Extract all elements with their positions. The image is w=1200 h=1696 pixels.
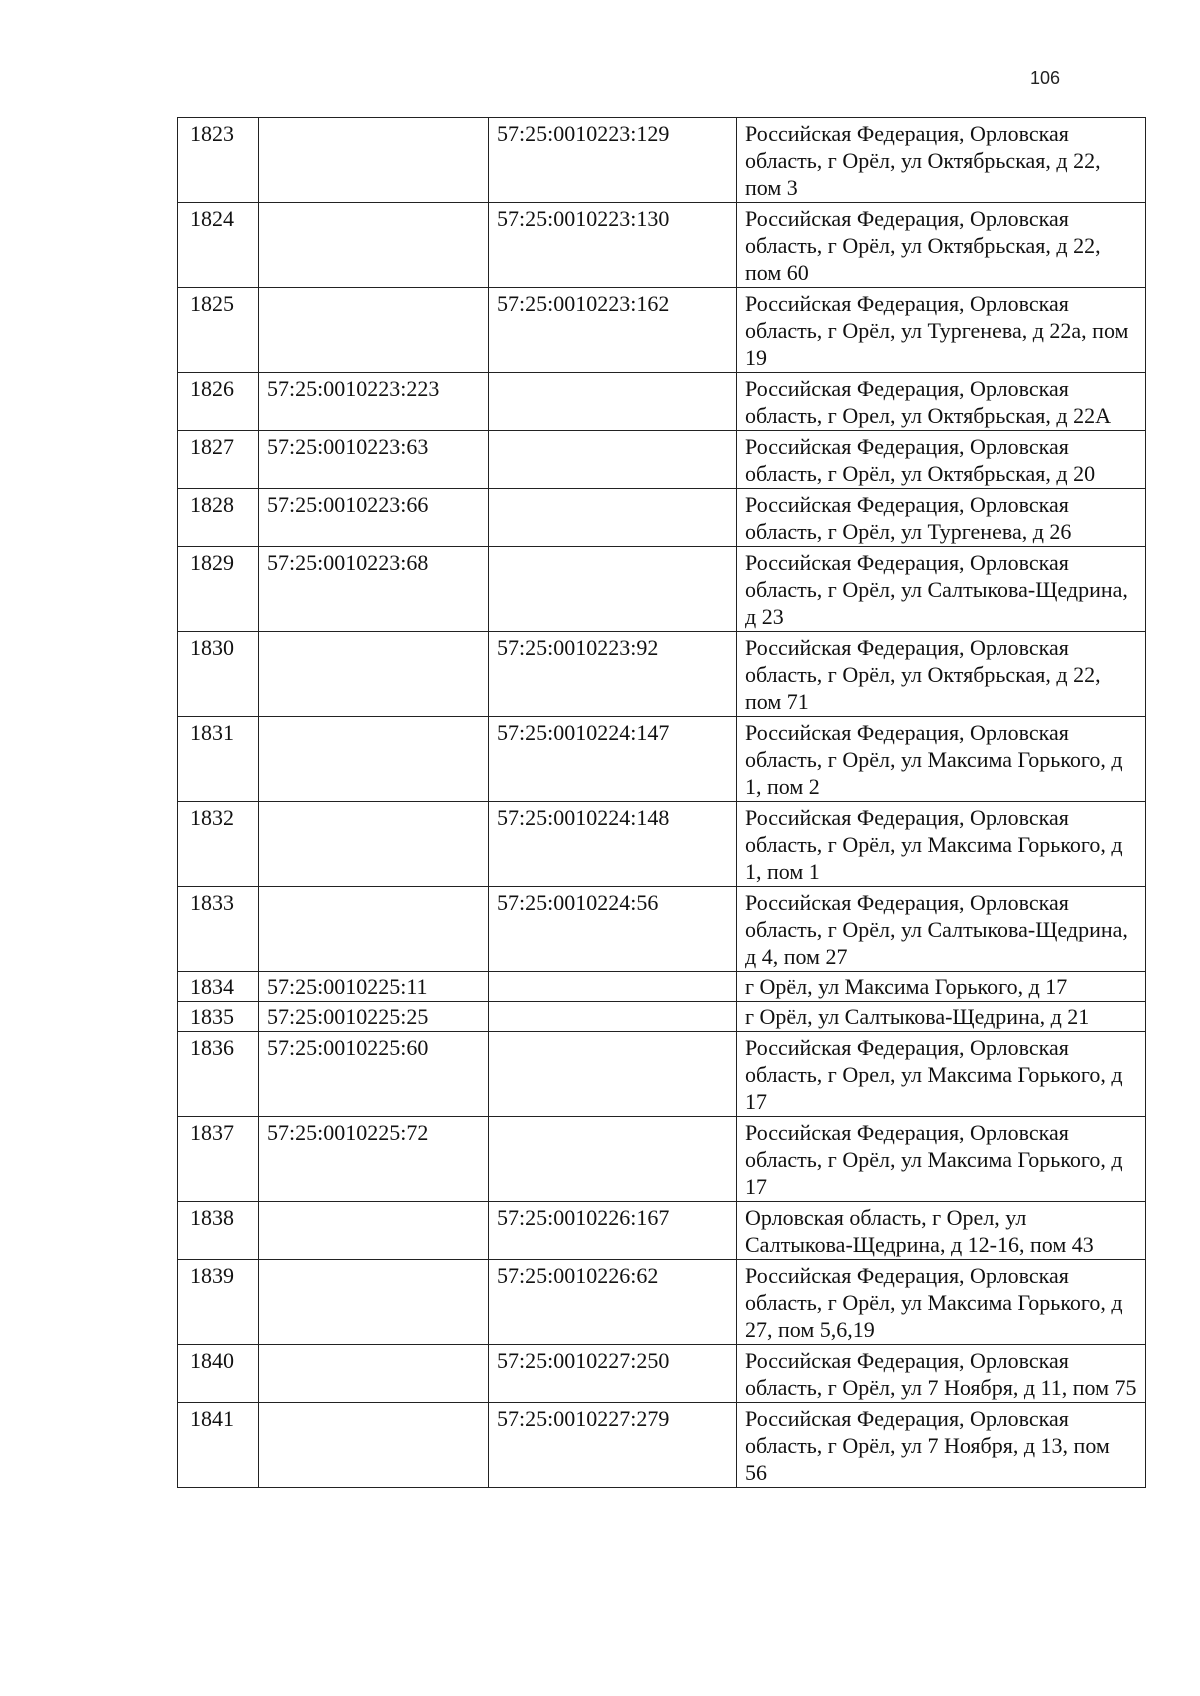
address-cell: Российская Федерация, Орловская область, г Орёл, ул 7 Ноября, д 11, пом 75	[737, 1345, 1146, 1403]
row-number-cell: 1834	[178, 972, 259, 1002]
building-cadastral-cell	[259, 203, 489, 288]
building-cadastral-cell	[259, 1403, 489, 1488]
row-number-cell: 1832	[178, 802, 259, 887]
table-row	[178, 1002, 1146, 1032]
page-number: 106	[1029, 68, 1060, 88]
property-registry-table	[177, 117, 1146, 1488]
row-number-cell: 1826	[178, 373, 259, 431]
room-cadastral-cell	[489, 972, 737, 1002]
address-cell: Российская Федерация, Орловская область, г Орел, ул Максима Горького, д 17	[737, 1032, 1146, 1117]
room-cadastral-cell: 57:25:0010223:162	[489, 288, 737, 373]
address-cell: Российская Федерация, Орловская область, г Орёл, ул Салтыкова-Щедрина, д 4, пом 27	[737, 887, 1146, 972]
address-cell: г Орёл, ул Максима Горького, д 17	[737, 972, 1146, 1002]
row-number-cell: 1836	[178, 1032, 259, 1117]
table-row	[178, 1202, 1146, 1260]
address-cell: Российская Федерация, Орловская область, г Орёл, ул 7 Ноября, д 13, пом 56	[737, 1403, 1146, 1488]
table-row	[178, 1345, 1146, 1403]
room-cadastral-cell	[489, 489, 737, 547]
building-cadastral-cell	[259, 1202, 489, 1260]
row-number-cell: 1835	[178, 1002, 259, 1032]
table-row	[178, 1032, 1146, 1117]
building-cadastral-cell	[259, 717, 489, 802]
building-cadastral-cell	[259, 1345, 489, 1403]
address-cell: Российская Федерация, Орловская область, г Орёл, ул Октябрьская, д 22, пом 3	[737, 118, 1146, 203]
building-cadastral-cell	[259, 118, 489, 203]
building-cadastral-cell	[259, 632, 489, 717]
room-cadastral-cell: 57:25:0010226:62	[489, 1260, 737, 1345]
room-cadastral-cell: 57:25:0010227:279	[489, 1403, 737, 1488]
address-cell: Российская Федерация, Орловская область, г Орёл, ул Октябрьская, д 22, пом 71	[737, 632, 1146, 717]
building-cadastral-cell: 57:25:0010223:63	[259, 431, 489, 489]
row-number-cell: 1828	[178, 489, 259, 547]
row-number-cell: 1824	[178, 203, 259, 288]
row-number-cell: 1831	[178, 717, 259, 802]
row-number-cell: 1830	[178, 632, 259, 717]
room-cadastral-cell	[489, 431, 737, 489]
table-row	[178, 203, 1146, 288]
address-cell: Российская Федерация, Орловская область, г Орёл, ул Максима Горького, д 27, пом 5,6,19	[737, 1260, 1146, 1345]
address-cell: Российская Федерация, Орловская область, г Орёл, ул Салтыкова-Щедрина, д 23	[737, 547, 1146, 632]
room-cadastral-cell: 57:25:0010224:148	[489, 802, 737, 887]
room-cadastral-cell: 57:25:0010224:147	[489, 717, 737, 802]
room-cadastral-cell: 57:25:0010226:167	[489, 1202, 737, 1260]
address-cell: Российская Федерация, Орловская область, г Орёл, ул Максима Горького, д 1, пом 2	[737, 717, 1146, 802]
address-cell: Российская Федерация, Орловская область, г Орёл, ул Тургенева, д 26	[737, 489, 1146, 547]
table-row	[178, 288, 1146, 373]
room-cadastral-cell: 57:25:0010227:250	[489, 1345, 737, 1403]
address-cell: Российская Федерация, Орловская область, г Орёл, ул Максима Горького, д 1, пом 1	[737, 802, 1146, 887]
building-cadastral-cell: 57:25:0010225:60	[259, 1032, 489, 1117]
table-row	[178, 1117, 1146, 1202]
row-number-cell: 1840	[178, 1345, 259, 1403]
building-cadastral-cell	[259, 288, 489, 373]
address-cell: Российская Федерация, Орловская область, г Орёл, ул Октябрьская, д 20	[737, 431, 1146, 489]
building-cadastral-cell: 57:25:0010225:11	[259, 972, 489, 1002]
room-cadastral-cell	[489, 373, 737, 431]
row-number-cell: 1827	[178, 431, 259, 489]
row-number-cell: 1825	[178, 288, 259, 373]
room-cadastral-cell: 57:25:0010223:92	[489, 632, 737, 717]
building-cadastral-cell: 57:25:0010223:223	[259, 373, 489, 431]
address-cell: Российская Федерация, Орловская область, г Орёл, ул Тургенева, д 22а, пом 19	[737, 288, 1146, 373]
building-cadastral-cell: 57:25:0010225:72	[259, 1117, 489, 1202]
table-row	[178, 1403, 1146, 1488]
room-cadastral-cell	[489, 1032, 737, 1117]
address-cell: Российская Федерация, Орловская область, г Орёл, ул Максима Горького, д 17	[737, 1117, 1146, 1202]
address-cell: Российская Федерация, Орловская область, г Орел, ул Октябрьская, д 22А	[737, 373, 1146, 431]
building-cadastral-cell	[259, 802, 489, 887]
building-cadastral-cell	[259, 1260, 489, 1345]
room-cadastral-cell: 57:25:0010223:130	[489, 203, 737, 288]
table-row	[178, 547, 1146, 632]
table-row	[178, 802, 1146, 887]
registry-table-body	[178, 118, 1146, 1488]
row-number-cell: 1839	[178, 1260, 259, 1345]
table-row	[178, 632, 1146, 717]
room-cadastral-cell: 57:25:0010223:129	[489, 118, 737, 203]
table-row	[178, 118, 1146, 203]
row-number-cell: 1838	[178, 1202, 259, 1260]
address-cell: Орловская область, г Орел, ул Салтыкова-Щедрина, д 12-16, пом 43	[737, 1202, 1146, 1260]
table-row	[178, 1260, 1146, 1345]
table-row	[178, 887, 1146, 972]
building-cadastral-cell	[259, 887, 489, 972]
row-number-cell: 1823	[178, 118, 259, 203]
building-cadastral-cell: 57:25:0010225:25	[259, 1002, 489, 1032]
address-cell: Российская Федерация, Орловская область, г Орёл, ул Октябрьская, д 22, пом 60	[737, 203, 1146, 288]
table-row	[178, 431, 1146, 489]
table-row	[178, 717, 1146, 802]
row-number-cell: 1841	[178, 1403, 259, 1488]
table-row	[178, 373, 1146, 431]
table-row	[178, 489, 1146, 547]
building-cadastral-cell: 57:25:0010223:66	[259, 489, 489, 547]
room-cadastral-cell	[489, 1002, 737, 1032]
table-row	[178, 972, 1146, 1002]
room-cadastral-cell: 57:25:0010224:56	[489, 887, 737, 972]
address-cell: г Орёл, ул Салтыкова-Щедрина, д 21	[737, 1002, 1146, 1032]
row-number-cell: 1837	[178, 1117, 259, 1202]
row-number-cell: 1829	[178, 547, 259, 632]
room-cadastral-cell	[489, 547, 737, 632]
room-cadastral-cell	[489, 1117, 737, 1202]
row-number-cell: 1833	[178, 887, 259, 972]
building-cadastral-cell: 57:25:0010223:68	[259, 547, 489, 632]
